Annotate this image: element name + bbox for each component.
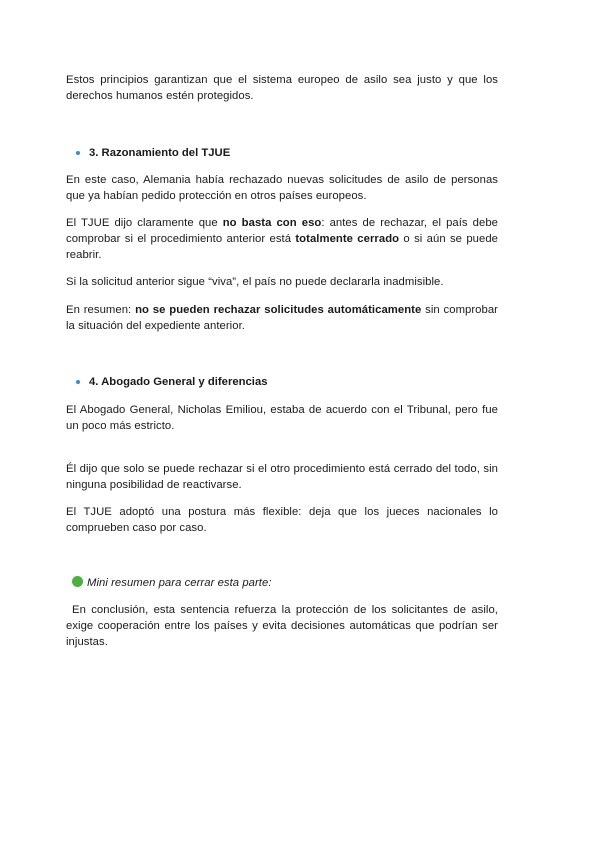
section-3-paragraph-2: [66, 215, 498, 263]
bullet-icon: [76, 380, 80, 384]
p4-text-a: En resumen:: [66, 304, 136, 316]
section-4-p2-text: Él dijo que solo se puede rechazar si el otro procedimiento está cerrado del todo, sin ninguna posibilidad de reactivarse.: [66, 463, 498, 491]
section-4-paragraph-3: [66, 504, 498, 536]
p2-text-a: El TJUE dijo claramente que: [66, 217, 223, 229]
section-4-heading: [66, 374, 268, 390]
summary-text: En conclusión, esta sentencia refuerza la protección de los solicitantes de asilo, exige cooperación entre los países y evita decisiones automáticas que podrían ser injustas.: [66, 604, 498, 648]
p2-bold-2: totalmente cerrado: [295, 233, 400, 245]
p2-bold-1: no basta con eso: [222, 217, 322, 229]
green-circle-icon: [72, 576, 83, 587]
section-3-p1-text: En este caso, Alemania había rechazado nuevas solicitudes de asilo de personas que ya habían pedido protección en otros países europeos.: [66, 174, 498, 202]
bullet-icon: [76, 151, 80, 155]
p2-text-c: : antes de rechazar, el país debe comprobar si el procedimiento anterior está: [66, 217, 498, 245]
section-3-p4-text: [66, 302, 498, 334]
section-3-p2-text: [66, 215, 498, 263]
summary-label-row: [66, 575, 498, 591]
summary-label-line: [63, 575, 498, 591]
section-3-heading: [66, 145, 230, 161]
section-4-p3-text: El TJUE adoptó una postura más flexible: deja que los jueces nacionales lo comprueben caso por caso.: [66, 506, 498, 534]
section-3-paragraph-4: [66, 302, 498, 334]
intro-text: Estos principios garantizan que el sistema europeo de asilo sea justo y que los derechos humanos estén protegidos.: [66, 74, 498, 102]
section-3-p3-text: Si la solicitud anterior sigue “viva”, el país no puede declararla inadmisible.: [66, 276, 444, 288]
section-3-paragraph-1: [66, 172, 498, 204]
summary-paragraph: [66, 602, 498, 650]
intro-paragraph: [66, 72, 498, 104]
section-4-paragraph-2: [66, 461, 498, 493]
p4-text-c: sin comprobar la situación del expediente anterior.: [66, 304, 498, 332]
p4-bold: no se pueden rechazar solicitudes automáticamente: [135, 304, 422, 316]
section-4-paragraph-1: [66, 402, 498, 434]
section-3-paragraph-3: [66, 274, 498, 290]
section-3-title: 3. Razonamiento del TJUE: [89, 147, 231, 159]
summary-label: Mini resumen para cerrar esta parte:: [87, 577, 272, 589]
section-4-p1-text: El Abogado General, Nicholas Emiliou, estaba de acuerdo con el Tribunal, pero fue un poco más estricto.: [66, 404, 498, 432]
p2-text-e: o si aún se puede reabrir.: [66, 233, 498, 261]
section-4-title: 4. Abogado General y diferencias: [89, 376, 268, 388]
